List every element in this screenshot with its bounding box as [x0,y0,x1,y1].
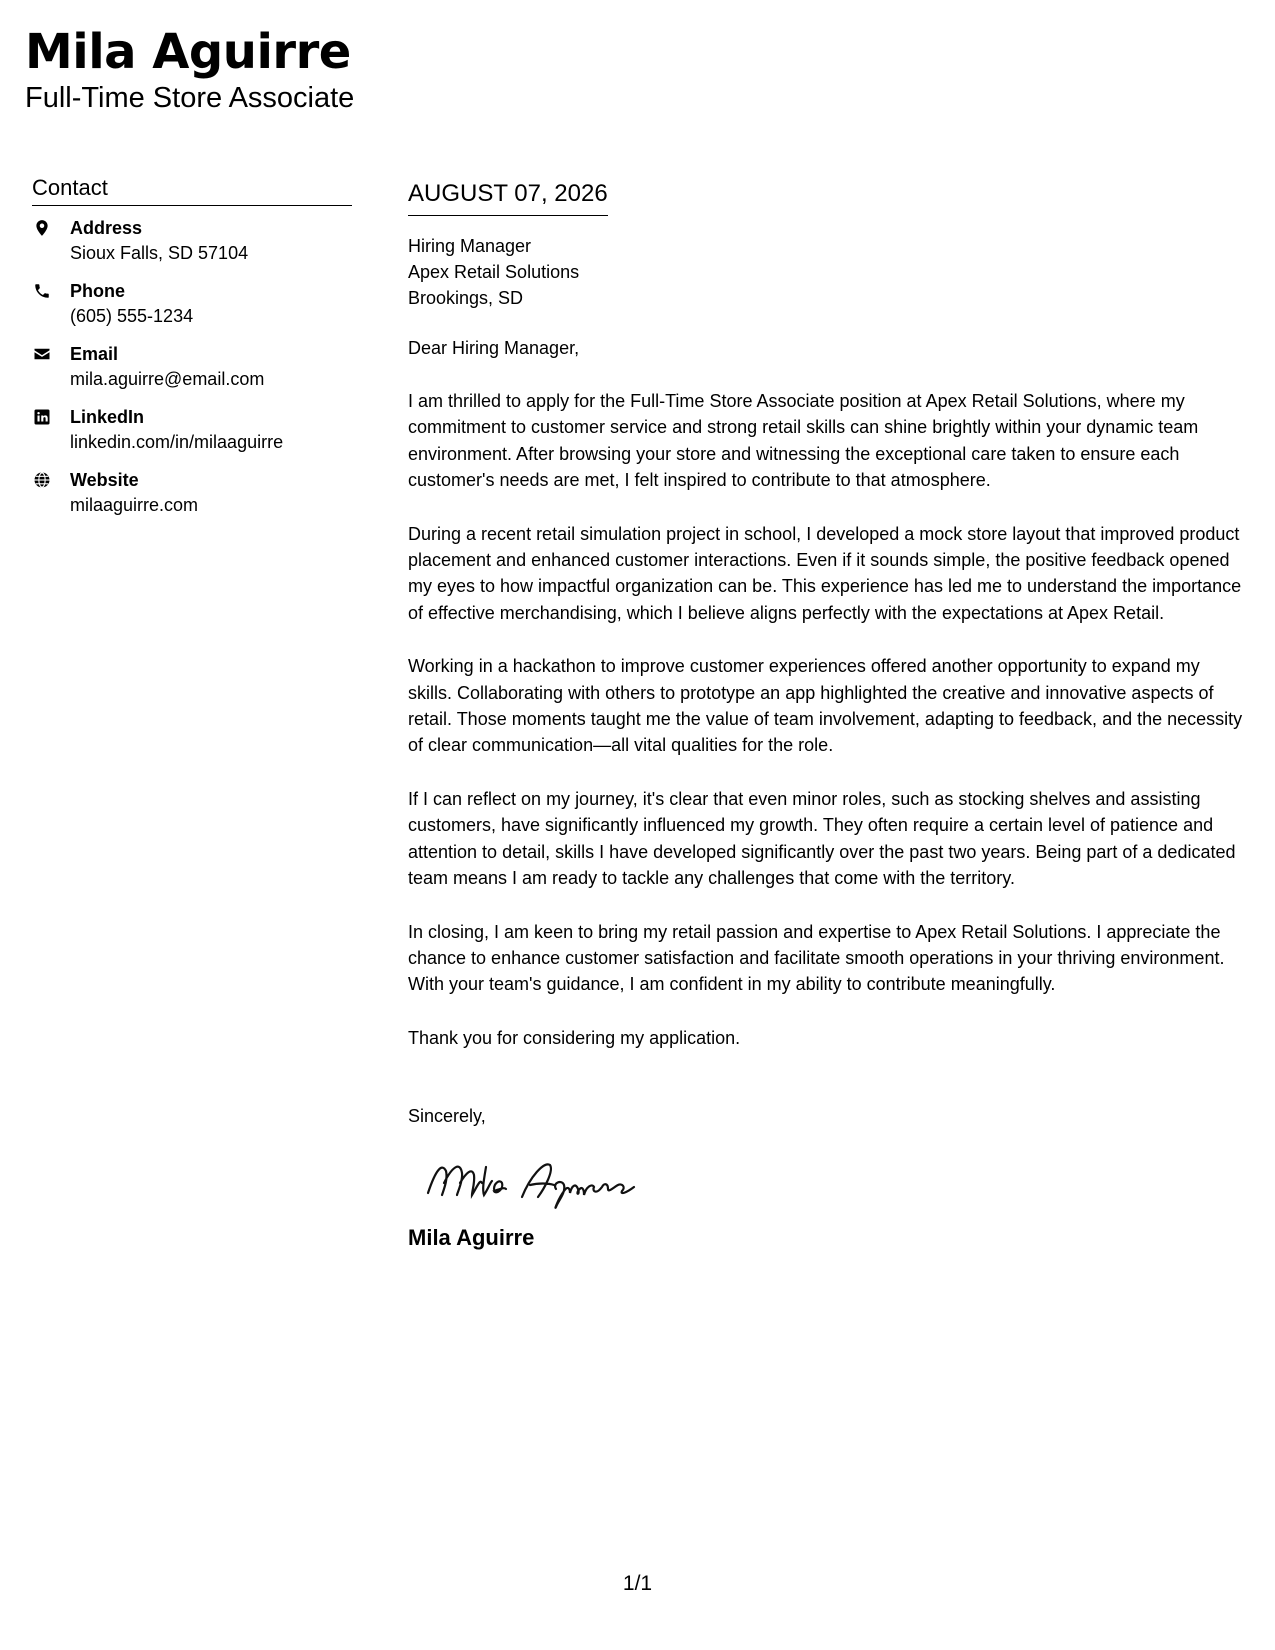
envelope-icon [32,344,52,364]
contact-value: milaaguirre.com [70,495,199,515]
signer-name: Mila Aguirre [408,1225,535,1251]
contact-item-phone [32,279,352,329]
body-paragraph: I am thrilled to apply for the Full-Time Store Associate position at Apex Retail Solutions, where my commitment to customer service and strong retail skills can shine brightly within your dynamic team environment. After browsing your store and witnessing the exceptional care taken to ensure each customer's needs are met, I felt inspired to contribute to that atmosphere. [408,391,1199,491]
recipient-line: Apex Retail Solutions [408,262,580,282]
contact-item-address [32,216,352,266]
recipient-block [408,233,1248,311]
body-paragraph: Thank you for considering my application. [408,1027,741,1048]
recipient-line: Brookings, SD [408,288,524,308]
linkedin-icon [32,407,52,427]
contact-value: (605) 555-1234 [70,306,194,326]
closing: Sincerely, [408,1106,486,1127]
contact-value: mila.aguirre@email.com [70,369,265,389]
contact-value: linkedin.com/in/milaaguirre [70,432,284,452]
contact-sidebar [32,173,352,531]
contact-label: Address [70,218,143,238]
contact-label: Website [70,470,139,490]
page-number: 1/1 [622,1572,653,1595]
contact-value: Sioux Falls, SD 57104 [70,243,249,263]
letter-date: AUGUST 07, 2026 [408,178,608,216]
contact-label: Phone [70,281,126,301]
job-title: Full-Time Store Associate [25,82,355,114]
contact-item-email [32,342,352,392]
body-paragraph: If I can reflect on my journey, it's clear that even minor roles, such as stocking shelves and assisting customers, have significantly influenced my growth. They often require a certain level of patience and attention to detail, skills I have developed significantly over the past two years. Being part of a dedicated team means I am ready to tackle any challenges that come with the territory. [408,788,1236,889]
contact-item-website [32,468,352,518]
map-pin-icon [32,218,52,238]
contact-label: Email [70,344,119,364]
signature-graphic [422,1149,662,1213]
body-paragraph: During a recent retail simulation project in school, I developed a mock store layout that improved product placement and enhanced customer interactions. Even if it sounds simple, the positive feedback opened my eyes to how impactful organization can be. This experience has led me to understand the importance of effective merchandising, which I believe aligns perfectly with the expectations at Apex Retail. [408,523,1242,623]
handwritten-signature [422,1149,662,1213]
globe-icon [32,470,52,490]
body-paragraph: In closing, I am keen to bring my retail passion and expertise to Apex Retail Solutions. I appreciate the chance to enhance customer satisfaction and facilitate smooth operations in your thriving environment. With your team's guidance, I am confident in my ability to contribute meaningfully. [408,921,1225,995]
body-paragraph: Working in a hackathon to improve customer experiences offered another opportunity to expand my skills. Collaborating with others to prototype an app highlighted the creative and innovative aspects of retail. Those moments taught me the value of team involvement, adapting to feedback, and the necessity of clear communication—all vital qualities for the role. [408,656,1243,756]
candidate-name: Mila Aguirre [25,24,351,80]
phone-icon [32,281,52,301]
salutation: Dear Hiring Manager, [408,338,580,358]
contact-item-linkedin [32,405,352,455]
contact-label: LinkedIn [70,407,145,427]
contact-heading: Contact [32,173,352,206]
letter-body [408,178,1248,1253]
recipient-line: Hiring Manager [408,236,532,256]
